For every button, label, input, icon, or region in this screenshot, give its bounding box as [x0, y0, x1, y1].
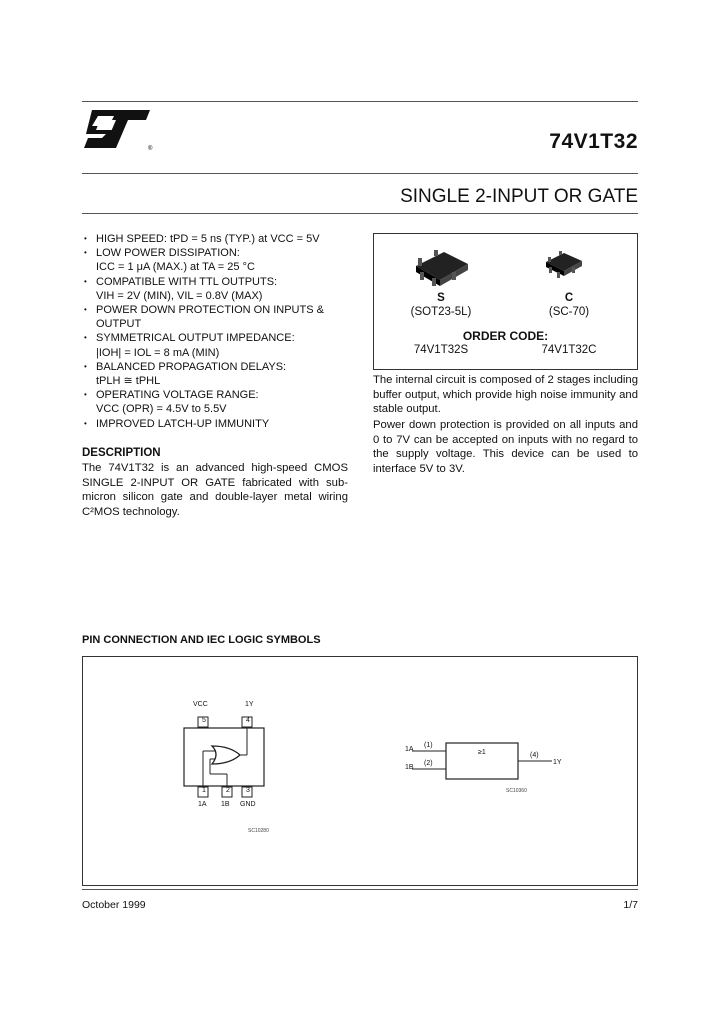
pin4-label: 4 — [246, 717, 250, 724]
feature-detail: VIH = 2V (MIN), VIL = 0.8V (MAX) — [96, 289, 263, 302]
pin-connection-diagram — [180, 696, 300, 846]
out-1y-label: 1Y — [245, 701, 254, 708]
package-box — [373, 233, 638, 370]
description-text — [82, 461, 348, 519]
feature-detail: tPLH ≅ tPHL — [96, 375, 161, 388]
subtitle-rule — [82, 213, 638, 214]
iec-pin1-label: (1) — [424, 742, 433, 749]
in-1a-label: 1A — [198, 801, 207, 808]
footer-page: 1/7 — [623, 899, 638, 911]
title-rule — [82, 173, 638, 174]
iec-1b-label: 1B — [405, 764, 414, 771]
st-logo-icon — [82, 108, 158, 154]
sot23-package-icon — [410, 246, 474, 292]
pin1-label: 1 — [202, 787, 206, 794]
iec-1a-label: 1A — [405, 746, 414, 753]
feature-detail: |IOH| = IOL = 8 mA (MIN) — [96, 346, 220, 359]
feature-item: • IMPROVED LATCH-UP IMMUNITY — [82, 417, 352, 431]
feature-item: • OPERATING VOLTAGE RANGE: — [82, 388, 352, 402]
iec-ge1-label: ≥1 — [478, 749, 486, 756]
feature-detail: OUTPUT — [96, 318, 142, 331]
order-code-c: 74V1T32C — [541, 344, 597, 356]
feature-item: • COMPATIBLE WITH TTL OUTPUTS: — [82, 275, 352, 289]
description-title: DESCRIPTION — [82, 447, 161, 459]
sc70-package-icon — [542, 248, 586, 282]
description-body: The 74V1T32 is an advanced high-speed CMOS SINGLE 2-INPUT OR GATE fabricated with sub-micron silicon gate and double-layer metal wiring C²MOS technology. — [82, 462, 348, 518]
power-down-text — [373, 418, 638, 476]
pin2-label: 2 — [226, 787, 230, 794]
feature-item: • LOW POWER DISSIPATION: — [82, 246, 352, 260]
in-1b-label: 1B — [221, 801, 230, 808]
left-diagram-code: SC10280 — [248, 828, 269, 834]
power-down-body: Power down protection is provided on all inputs and 0 to 7V can be accepted on inputs with no regard to the supply voltage. This device can be used to interface 5V to 3V. — [373, 419, 638, 475]
feature-item: • SYMMETRICAL OUTPUT IMPEDANCE: — [82, 331, 352, 345]
top-rule — [82, 101, 638, 102]
feature-item: • BALANCED PROPAGATION DELAYS: — [82, 360, 352, 374]
gnd-label: GND — [240, 801, 256, 808]
footer-date: October 1999 — [82, 899, 146, 911]
svg-text:®: ® — [148, 146, 153, 152]
internal-circuit-body: The internal circuit is composed of 2 stages including buffer output, which provide high noise immunity and stable output. — [373, 374, 638, 415]
feature-item: • HIGH SPEED: tPD = 5 ns (TYP.) at VCC = 5V — [82, 232, 352, 246]
iec-pin2-label: (2) — [424, 760, 433, 767]
footer-rule — [82, 889, 638, 890]
part-number: 74V1T32 — [549, 130, 638, 153]
pin3-label: 3 — [246, 787, 250, 794]
package-c-letter: C — [564, 292, 574, 304]
features-list — [82, 232, 352, 431]
order-code-title: ORDER CODE: — [462, 329, 549, 343]
pin-section-title: PIN CONNECTION AND IEC LOGIC SYMBOLS — [82, 634, 321, 646]
document-subtitle: SINGLE 2-INPUT OR GATE — [400, 186, 638, 207]
package-s-letter: S — [437, 292, 445, 304]
package-c-name: (SC-70) — [548, 306, 590, 318]
vcc-label: VCC — [193, 701, 208, 708]
pin5-label: 5 — [202, 717, 206, 724]
feature-detail: ICC = 1 μA (MAX.) at TA = 25 °C — [96, 261, 255, 274]
internal-circuit-text — [373, 373, 638, 417]
right-diagram-code: SC10360 — [506, 788, 527, 794]
package-s-name: (SOT23-5L) — [410, 306, 472, 318]
feature-item: • POWER DOWN PROTECTION ON INPUTS & — [82, 303, 352, 317]
order-code-s: 74V1T32S — [413, 344, 469, 356]
iec-pin4-label: (4) — [530, 752, 539, 759]
feature-detail: VCC (OPR) = 4.5V to 5.5V — [96, 403, 227, 416]
iec-1y-label: 1Y — [553, 759, 562, 766]
